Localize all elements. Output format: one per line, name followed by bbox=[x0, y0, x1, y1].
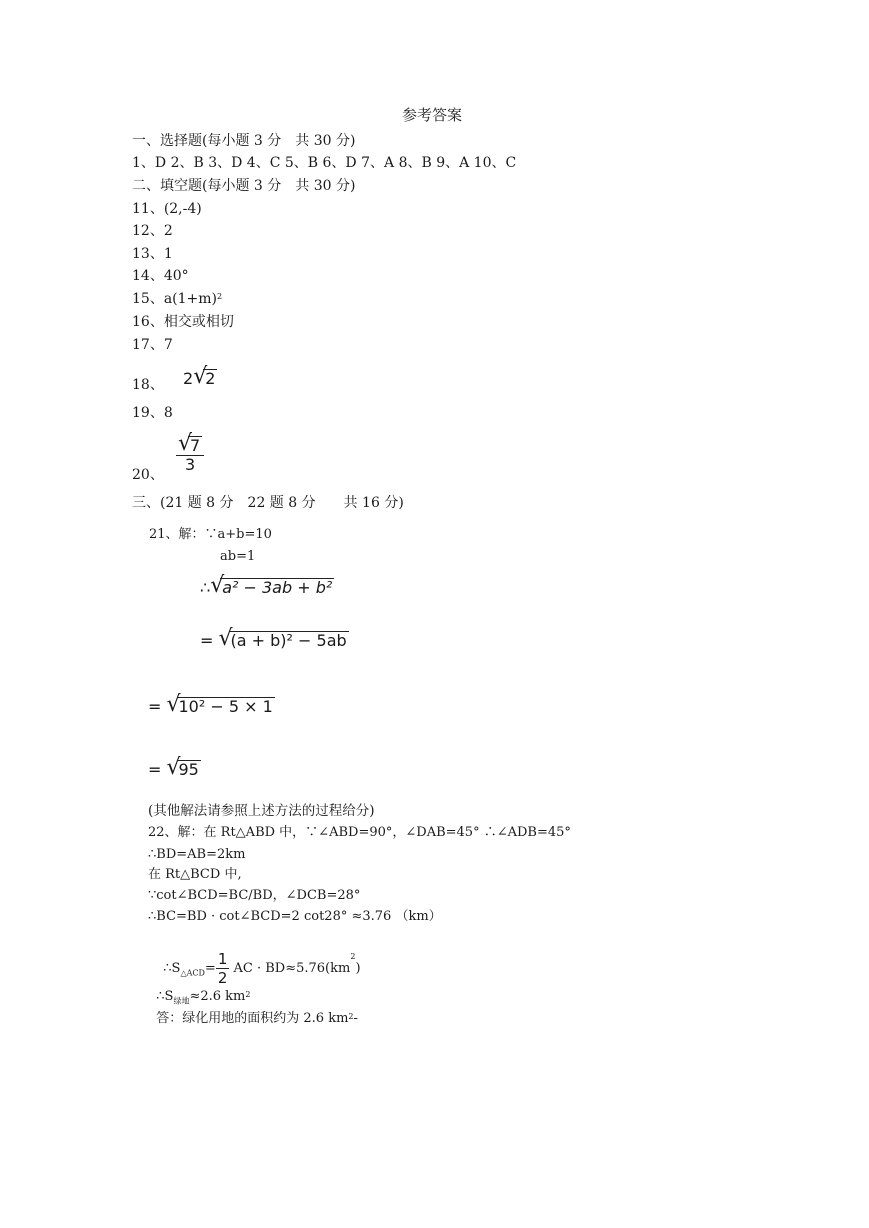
q21-note: (其他解法请参照上述方法的过程给分) bbox=[148, 803, 375, 819]
therefore-symbol: ∴ bbox=[200, 578, 211, 597]
sqrt-symbol: √ a² − 3ab + b² bbox=[210, 573, 333, 598]
q21-step1-radicand: a² − 3ab + b² bbox=[222, 578, 333, 597]
answer-20-denominator: 3 bbox=[185, 455, 196, 474]
page-title: 参考答案 bbox=[402, 106, 463, 124]
q21-line1: 21、解：∵a+b=10 bbox=[149, 527, 272, 542]
q21-step4 bbox=[148, 755, 201, 780]
q22-answer-exponent: 2 bbox=[348, 1012, 354, 1021]
q22-answer bbox=[148, 992, 358, 1028]
answer-18-radicand: 2 bbox=[205, 369, 216, 388]
q22-line5: ∴BC=BD · cot∠BCD=2 cot28° ≈3.76 （km） bbox=[148, 909, 442, 924]
answer-19: 19、8 bbox=[132, 405, 173, 421]
q22-line7-subscript: 绿地 bbox=[173, 996, 190, 1006]
q22-line6-prefix: ∴S bbox=[163, 961, 181, 976]
q22-line6-exponent: 2 bbox=[350, 952, 356, 961]
sqrt-symbol: √ (a + b)² − 5ab bbox=[218, 626, 347, 651]
q22-line2: ∴BD=AB=2km bbox=[148, 847, 246, 862]
q22-line6-rest: AC · BD≈5.76(km bbox=[233, 961, 351, 976]
equals-symbol: = bbox=[200, 631, 214, 650]
sqrt-symbol: √ 2 bbox=[193, 364, 216, 389]
q22-line4: ∵cot∠BCD=BC/BD，∠DCB=28° bbox=[148, 888, 361, 903]
answer-12: 12、2 bbox=[132, 223, 173, 239]
q22-line7-exponent: 2 bbox=[245, 990, 251, 999]
equals-symbol: = bbox=[204, 961, 216, 976]
sqrt-symbol: √ 95 bbox=[166, 755, 199, 780]
q21-step2 bbox=[200, 626, 349, 651]
answer-15-exponent: 2 bbox=[217, 292, 223, 301]
section2-heading: 二、填空题(每小题 3 分 共 30 分) bbox=[132, 178, 356, 194]
answer-17: 17、7 bbox=[132, 337, 173, 353]
q22-line6-close: ) bbox=[355, 961, 361, 976]
answer-14: 14、40° bbox=[132, 268, 189, 284]
answer-20-numerator: 7 bbox=[190, 436, 201, 455]
answer-18-formula bbox=[183, 364, 217, 389]
q21-step2-radicand: (a + b)² − 5ab bbox=[230, 631, 347, 650]
q22-fraction-denominator: 2 bbox=[217, 969, 228, 987]
answer-15 bbox=[132, 290, 222, 308]
q22-line1: 22、解：在 Rt△ABD 中，∵∠ABD=90°，∠DAB=45° ∴∠ADB=45° bbox=[148, 825, 571, 840]
equals-symbol: = bbox=[148, 697, 162, 716]
answer-11: 11、(2,-4) bbox=[132, 201, 202, 217]
answer-15-text: 15、a(1+m) bbox=[132, 291, 217, 307]
answer-18-coefficient: 2 bbox=[183, 369, 194, 388]
sqrt-symbol: √ 7 bbox=[178, 431, 201, 456]
answer-20-fraction bbox=[176, 431, 204, 474]
q22-answer-text: 答：绿化用地的面积约为 2.6 km bbox=[156, 1011, 349, 1026]
q21-step3 bbox=[148, 692, 275, 717]
section1-answers: 1、D 2、B 3、D 4、C 5、B 6、D 7、A 8、B 9、A 10、C bbox=[132, 155, 517, 171]
q21-step3-radicand: 10² − 5 × 1 bbox=[178, 697, 273, 716]
q22-fraction-numerator: 1 bbox=[217, 950, 228, 968]
sqrt-symbol: √ 10² − 5 × 1 bbox=[166, 692, 273, 717]
answer-16: 16、相交或相切 bbox=[132, 314, 234, 330]
section3-heading: 三、(21 题 8 分 22 题 8 分 共 16 分) bbox=[132, 495, 404, 511]
q22-line3: 在 Rt△BCD 中, bbox=[148, 867, 242, 882]
equals-symbol: = bbox=[148, 760, 162, 779]
q22-line7-prefix: ∴S bbox=[156, 989, 174, 1004]
section1-heading: 一、选择题(每小题 3 分 共 30 分) bbox=[132, 133, 356, 149]
q22-line7-rest: ≈2.6 km bbox=[189, 989, 246, 1004]
answer-18-label: 18、 bbox=[132, 377, 164, 393]
answer-13: 13、1 bbox=[132, 246, 173, 262]
q21-step4-radicand: 95 bbox=[178, 760, 199, 779]
q22-line6-subscript: △ACD bbox=[180, 968, 205, 978]
answer-20-label: 20、 bbox=[132, 467, 164, 483]
q21-line2: ab=1 bbox=[220, 549, 256, 564]
q21-step1 bbox=[200, 573, 334, 598]
q22-answer-end: - bbox=[353, 1011, 358, 1026]
